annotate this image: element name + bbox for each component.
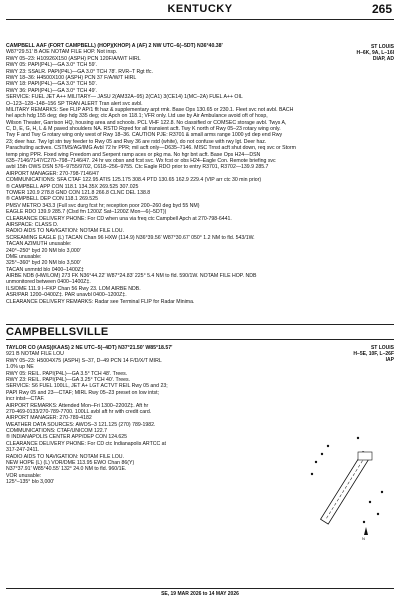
effective-dates: SE, 19 MAR 2026 to 14 MAY 2026 xyxy=(161,591,239,597)
campbell-line: MILITARY REMARKS: See FLIP AP/1 flt haz & supplementary arpt rmk. Base Ops 130.65 or 230.1. Fleet svc not avbl. BACH xyxy=(6,106,294,113)
state-title: KENTUCKY xyxy=(167,3,233,15)
campbell-line: RWY 23: SSALR. PAPI(P4L)—GA 3.0° TCH 78′. RVR–T Rgt tfc. xyxy=(6,68,153,75)
campbell-line: AIRSPACE: CLASS D. xyxy=(6,221,59,228)
footer-rule xyxy=(6,588,394,589)
taylor-ref-charts: H–5E, 10F, L–26F xyxy=(353,351,394,357)
taylor-line: ® INDIANAPOLIS CENTER APP/DEP CON 124.625 xyxy=(6,434,128,441)
campbell-line: unmonitored between 0400–1400Z‡. xyxy=(6,279,91,286)
apron xyxy=(358,452,372,460)
campbell-line: ASR/PAR 1200–0400Z‡. PAR unavbl 0400–1200Z‡. xyxy=(6,292,127,299)
page-number: 265 xyxy=(371,2,392,16)
north-arrow-label: N xyxy=(362,536,365,541)
taylor-line: RWY 05: REIL. PAPI(P4L)—GA 3.5° TCH 48′. Trees. xyxy=(6,370,128,377)
taylor-line: 125°–135° blo 3,000′ xyxy=(6,479,55,486)
city-heading: CAMPBELLSVILLE xyxy=(6,326,109,338)
taylor-line: RWY 23: REIL. PAPI(P4L)—GA 3.25° TCH 40′. Trees. xyxy=(6,376,131,383)
campbell-ref-diap: DIAP, AD xyxy=(372,56,394,62)
campbell-aaf-entry xyxy=(6,43,346,305)
campbell-line: PMSV METRO 343.3 (Full svc durg fcst hr; reception poor 200–260 deg byd 55 NM) xyxy=(6,202,200,209)
campbell-ref-charts: H–6K, 9A, L–16I xyxy=(356,50,394,56)
campbell-line: TACAN unmntd blo 0400–1400Z‡ xyxy=(6,266,84,273)
campbell-line: CAMPBELL AAF (FORT CAMPBELL) (HOP)(KHOP) A (AF) 2 NW UTC–6(–5DT) N36°40.38′ xyxy=(6,43,223,49)
taylor-line: COMMUNICATIONS: CTAF/UNICOM 122.7 xyxy=(6,428,107,435)
campbell-line: RWY 05: PAPI(P4L)—GA 3.0° TCH 59′. xyxy=(6,62,97,69)
city-rule xyxy=(6,339,394,340)
airport-diagram xyxy=(298,422,394,554)
campbell-line: ® CAMPBELL APP CON 118.1 134.35X 269.525 307.025 xyxy=(6,183,139,190)
campbell-line: RWY 36: PAPI(P4L)—GA 3.0° TCH 49′. xyxy=(6,87,97,94)
campbell-line: 635–7146/7147/C270–798–7146/47. 24 hr wx obsn and fcst svc. Wx fcst or obs H24–Eagle Con. Remote briefing svc xyxy=(6,158,276,165)
taylor-chart-refs xyxy=(353,345,394,363)
campbell-line: RWY 18–36: H4500X100 (ASPH) PCN 37 F/A/W/T HIRL xyxy=(6,74,137,81)
campbell-line: Twy F and Twy G rotary wing only west of Rwy 18–36. CAUTION PJE: R3701 & small arms range 1000 yd dep end Rwy xyxy=(6,132,283,139)
campbell-line: temp ping PPR. Fixed wing Freedom and Serpent ramp aces or pkg ma. No hgr bnt acft. Base Ops H24—DSN xyxy=(6,151,261,158)
campbell-line: Wilson Theater, Garrison HQ, housing area and schools. PCL VHF 122.8. No classified or COMSEC storage avbl. Twys A, xyxy=(6,119,287,126)
campbell-line: AIRBE NDB (HW/LOM) 273 FK N36°44.22′ W87°24.83′ 225° 5.4 NM to fld. 590/1W. NOTAM FILE HOP. NDB xyxy=(6,273,257,280)
campbell-line: W87°29.51′ B AOE NOTAM FILE HOP. Not insp. xyxy=(6,49,118,56)
taylor-line: N37°37.91′ W85°40.55′ 132° 24.0 NM to fld. 960/1E. xyxy=(6,466,127,473)
taylor-co-entry xyxy=(6,345,296,486)
campbell-line: ILS/DME 111.9 I–FKP Chan 56 Rwy 23. LOM AIRBE NDB. xyxy=(6,285,141,292)
campbell-line: CLEARANCE DELIVERY REMARKS: Radar see Terminal FLIP for Radar Minima. xyxy=(6,298,195,305)
taylor-line: WEATHER DATA SOURCES: AWOS–3 121.125 (270) 789-1982. xyxy=(6,421,156,428)
campbell-line: 325°–360° byd 20 NM blo 3,500′ xyxy=(6,260,81,267)
page-header xyxy=(0,0,400,20)
taylor-line: CLEARANCE DELIVERY PHONE: For CD ctc Indianapolis ARTCC at xyxy=(6,440,167,447)
campbell-line: RWY 18: PAPI(P4L)—GA 3.0° TCH 50′. xyxy=(6,81,97,88)
campbell-line: hel apch hdg 155 deg; dep hdg 335 deg; ctc Apch on 118.1; VFR only. Ltd use by Air Ambulance avoid oft of hosp, xyxy=(6,113,268,120)
campbell-line: TOWER 120.9 278.8 GND CON 121.8 266.8 CLNC DEL 138.8 xyxy=(6,189,151,196)
taylor-line: 270-469-0133/270-789-7700. 100LL avbl aft hr with credit card. xyxy=(6,408,152,415)
campbell-line: CLEARANCE DELIVERY PHONE: For CD when una via freq ctc Campbell Apch at 270-798-6441. xyxy=(6,215,232,222)
campbell-line: AIRPORT MANAGER: 270-798-7146/47 xyxy=(6,170,99,177)
campbell-line: SERVICE: FUEL JET A++ MILITARY— JASU 2(AM32A–95) 2(CA1) 3(CE14) 1(MC–2A) FUEL A++ OIL xyxy=(6,94,243,101)
campbell-line: avbl 15th OWS DSN 576–9755/9702, C618–256–9755. Ctc Eagle RDO prior to entry R3701, R3702—139.9 285.7 xyxy=(6,164,269,171)
campbell-ref-region: ST LOUIS xyxy=(370,44,394,50)
taylor-line: 1.0% up NE xyxy=(6,364,34,371)
section-rule xyxy=(6,324,394,325)
taylor-line: 317-247-2411. xyxy=(6,447,40,454)
campbell-line: TACAN AZIMUTH unusable: xyxy=(6,241,72,248)
taylor-line: PAPI Rwy 05 and 23—CTAF; MIRL Rwy 05–23 preset on low intst; xyxy=(6,389,159,396)
campbell-line: RADIO AIDS TO NAVIGATION: NOTAM FILE LOU. xyxy=(6,228,124,235)
campbell-line: C, D, E, G, H, L & M paved shoulders NA. RSTD Rqred for all transient acft. Twy K north of Rwy 05–23 rotary wing only. xyxy=(6,126,281,133)
campbell-chart-refs xyxy=(356,44,394,62)
taylor-ref-iap: IAP xyxy=(385,357,394,363)
taylor-ref-region: ST LOUIS xyxy=(370,345,394,351)
taylor-line: incr intst—CTAF. xyxy=(6,396,45,403)
campbell-line: SCREAMING EAGLE (L) TACAN Chan 96 HXW (114.9) N36°39.56′ W87°30.67′ 050° 1.2 NM to fld. 543/1W. xyxy=(6,234,255,241)
taylor-line: AIRPORT REMARKS: Attended Mon–Fri 1300–2200Z‡. Aft hr xyxy=(6,402,149,409)
taylor-line: RADIO AIDS TO NAVIGATION: NOTAM FILE LOU. xyxy=(6,453,124,460)
campbell-line: ® CAMPBELL DEP CON 118.1 269.525 xyxy=(6,196,98,203)
header-rule xyxy=(6,19,394,20)
campbell-line: 23; deer haz. Twy lgt stn twy feeder to Rwy 05 and Rwy 36 are rstd (white), do not confuse with rwy lgt. Deer haz. xyxy=(6,138,267,145)
taylor-line: 921 B NOTAM FILE LOU xyxy=(6,351,64,358)
campbell-line: 240°–250° byd 20 NM blo 3,000′ xyxy=(6,247,81,254)
campbell-line: O–123–128–148–156 SP TRAN ALERT Tran alert svc avbl. xyxy=(6,100,143,107)
campbell-line: COMMUNICATIONS: SFA CTAF 122.95 ATIS 125.175 308.4 PTD 130.65 162.9 229.4 (VIP arr ctc 30 min prior) xyxy=(6,177,262,184)
taylor-line: VOR unusable: xyxy=(6,472,42,479)
campbell-line: RWY 05–23: H10926X150 (ASPH) PCN 120F/A/W/T HIRL xyxy=(6,55,141,62)
campbell-line: DME unusable: xyxy=(6,253,42,260)
taylor-line: SERVICE: S6 FUEL 100LL, JET A+ LGT ACTVT REIL Rwy 05 and 23; xyxy=(6,383,168,390)
taylor-line: AIRPORT MANAGER: 270-789-4182 xyxy=(6,415,92,422)
taylor-line: TAYLOR CO (AAS)(KAAS) 2 NE UTC–5(–4DT) N37°21.50′ W85°18.57′ xyxy=(6,345,173,351)
campbell-line: EAGLE RDO 139.9 285.7 (Clsd fm 1200Z Sat–1200Z Mon—6(–5DT)) xyxy=(6,209,167,216)
campbell-line: Parachuting actives. CSTMS/AG/IMG Avbl 72 hr PPR; mil acft only—D635–7146. MISC Trnst acft shut down, req svc or Storm xyxy=(6,145,296,152)
taylor-line: NEW HOPE (L) (L) VOR/DME 113.95 EWO Chan 86(Y) xyxy=(6,460,135,467)
taylor-line: RWY 05–23: H5004X75 (ASPH) S–37, D–49 PCN 14 F/D/X/T MIRL xyxy=(6,357,162,364)
